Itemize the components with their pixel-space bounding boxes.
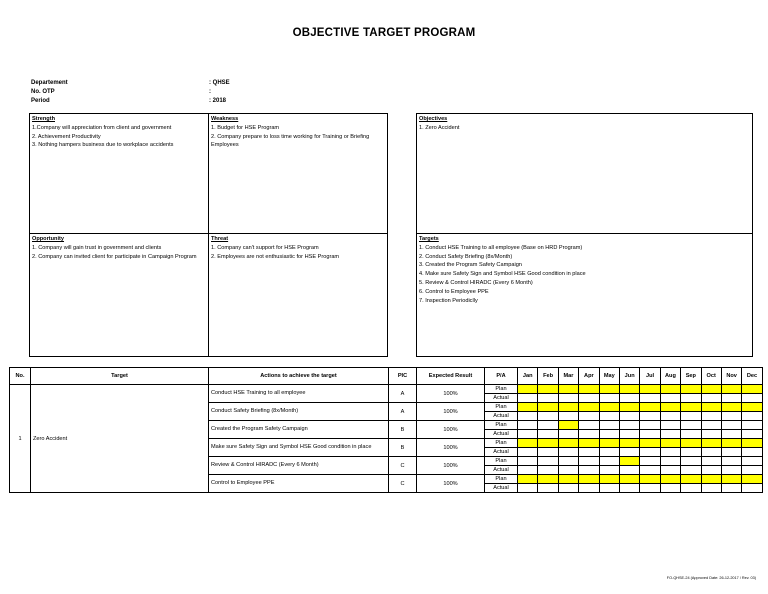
department-value: : QHSE	[209, 80, 230, 86]
table-header-row	[10, 368, 763, 385]
plan-label: Plan	[485, 475, 518, 484]
actual-month-cell	[599, 484, 619, 493]
actual-month-cell	[518, 394, 538, 403]
plan-month-cell	[579, 403, 599, 412]
col-actions-header: Actions to achieve the target	[209, 368, 389, 385]
actual-label: Actual	[485, 484, 518, 493]
actual-month-cell	[701, 448, 721, 457]
actual-month-cell	[742, 412, 762, 421]
actual-month-cell	[538, 484, 558, 493]
expected-result-cell: 100%	[417, 385, 485, 403]
plan-month-cell	[701, 403, 721, 412]
plan-month-cell	[701, 385, 721, 394]
plan-month-cell	[518, 475, 538, 484]
plan-month-cell	[701, 439, 721, 448]
plan-month-cell	[538, 403, 558, 412]
plan-month-cell	[538, 439, 558, 448]
plan-month-cell	[742, 457, 762, 466]
actual-month-cell	[701, 484, 721, 493]
actual-month-cell	[701, 466, 721, 475]
plan-month-cell	[619, 457, 639, 466]
expected-result-cell: 100%	[417, 457, 485, 475]
strength-item: 2. Achievement Productivity	[32, 133, 101, 140]
otp-number-value: :	[209, 89, 211, 95]
weakness-item: 1. Budget for HSE Program	[211, 124, 280, 131]
actual-month-cell	[660, 412, 680, 421]
actual-month-cell	[538, 466, 558, 475]
targets-item: 1. Conduct HSE Training to all employee (Base on HRD Program)	[419, 244, 583, 251]
month-header: Jun	[619, 368, 639, 385]
month-header: Jul	[640, 368, 660, 385]
pic-cell: A	[389, 403, 417, 421]
action-cell: Make sure Safety Sign and Symbol HSE Good condition in place	[209, 439, 389, 457]
actual-month-cell	[619, 412, 639, 421]
actual-month-cell	[518, 448, 538, 457]
actual-label: Actual	[485, 394, 518, 403]
action-cell: Conduct Safety Briefing (8x/Month)	[209, 403, 389, 421]
actual-month-cell	[619, 394, 639, 403]
expected-result-cell: 100%	[417, 475, 485, 493]
plan-month-cell	[660, 457, 680, 466]
actual-month-cell	[721, 448, 741, 457]
opportunity-item: 2. Company can invited client for participate in Campaign Program	[32, 253, 197, 260]
plan-month-cell	[721, 457, 741, 466]
opportunity-heading: Opportunity	[32, 236, 65, 242]
actual-month-cell	[640, 466, 660, 475]
actual-month-cell	[619, 448, 639, 457]
action-cell: Control to Employee PPE	[209, 475, 389, 493]
col-no-header: No.	[10, 368, 31, 385]
plan-month-cell	[518, 457, 538, 466]
month-header: Apr	[579, 368, 599, 385]
targets-item: 4. Make sure Safety Sign and Symbol HSE Good condition in place	[419, 271, 586, 278]
actual-month-cell	[640, 412, 660, 421]
plan-month-cell	[579, 475, 599, 484]
actual-month-cell	[681, 484, 701, 493]
plan-month-cell	[538, 385, 558, 394]
col-pa-header: P/A	[485, 368, 518, 385]
plan-month-cell	[660, 403, 680, 412]
actual-month-cell	[579, 394, 599, 403]
pic-cell: A	[389, 385, 417, 403]
actual-month-cell	[518, 484, 538, 493]
actual-month-cell	[660, 448, 680, 457]
plan-month-cell	[619, 475, 639, 484]
plan-month-cell	[742, 439, 762, 448]
month-header: May	[599, 368, 619, 385]
plan-month-cell	[742, 403, 762, 412]
plan-month-cell	[681, 475, 701, 484]
actual-month-cell	[721, 466, 741, 475]
plan-month-cell	[619, 421, 639, 430]
month-header: Oct	[701, 368, 721, 385]
plan-month-cell	[640, 421, 660, 430]
actual-month-cell	[721, 484, 741, 493]
page-blank-area	[0, 495, 768, 575]
strength-item: 1.Company will appreciation from client and government	[32, 124, 172, 131]
actual-label: Actual	[485, 430, 518, 439]
meta-labels	[31, 79, 68, 106]
actual-month-cell	[518, 430, 538, 439]
plan-month-cell	[558, 475, 578, 484]
plan-month-cell	[538, 475, 558, 484]
plan-month-cell	[518, 403, 538, 412]
actual-month-cell	[721, 430, 741, 439]
plan-month-cell	[558, 385, 578, 394]
actual-month-cell	[558, 484, 578, 493]
actual-month-cell	[599, 412, 619, 421]
plan-month-cell	[558, 403, 578, 412]
actual-month-cell	[518, 412, 538, 421]
actual-month-cell	[558, 448, 578, 457]
actual-month-cell	[640, 448, 660, 457]
plan-month-cell	[599, 421, 619, 430]
plan-month-cell	[558, 421, 578, 430]
actual-month-cell	[660, 466, 680, 475]
objectives-box	[416, 113, 753, 234]
plan-month-cell	[640, 403, 660, 412]
month-header: Nov	[721, 368, 741, 385]
plan-month-cell	[742, 385, 762, 394]
actual-month-cell	[538, 430, 558, 439]
plan-month-cell	[640, 475, 660, 484]
plan-month-cell	[721, 421, 741, 430]
actual-month-cell	[579, 466, 599, 475]
actual-month-cell	[558, 466, 578, 475]
actual-month-cell	[599, 430, 619, 439]
actual-month-cell	[721, 394, 741, 403]
plan-month-cell	[558, 439, 578, 448]
actual-month-cell	[701, 430, 721, 439]
plan-month-cell	[660, 385, 680, 394]
expected-result-cell: 100%	[417, 439, 485, 457]
plan-month-cell	[579, 385, 599, 394]
actual-month-cell	[742, 466, 762, 475]
actual-month-cell	[599, 466, 619, 475]
plan-month-cell	[660, 475, 680, 484]
plan-month-cell	[721, 403, 741, 412]
actual-month-cell	[640, 430, 660, 439]
plan-month-cell	[599, 385, 619, 394]
pic-cell: B	[389, 439, 417, 457]
plan-month-cell	[681, 403, 701, 412]
actual-month-cell	[558, 430, 578, 439]
actual-month-cell	[579, 430, 599, 439]
plan-month-cell	[518, 421, 538, 430]
plan-label: Plan	[485, 385, 518, 394]
action-cell: Review & Control HIRADC (Every 6 Month)	[209, 457, 389, 475]
plan-month-cell	[701, 421, 721, 430]
actual-month-cell	[619, 430, 639, 439]
actual-month-cell	[619, 466, 639, 475]
plan-month-cell	[681, 421, 701, 430]
plan-month-cell	[599, 439, 619, 448]
month-header: Jan	[518, 368, 538, 385]
actual-month-cell	[681, 430, 701, 439]
actual-month-cell	[681, 394, 701, 403]
targets-box	[416, 233, 753, 357]
actual-month-cell	[660, 430, 680, 439]
form-reference: FO-QHSE-24 (Approved Date: 26-12-2017 / Rev. 03)	[666, 576, 756, 580]
actual-month-cell	[742, 448, 762, 457]
objectives-item: 1. Zero Accident	[419, 124, 460, 131]
plan-month-cell	[579, 439, 599, 448]
otp-number-label: No. OTP	[31, 89, 55, 95]
actual-month-cell	[742, 430, 762, 439]
objectives-heading: Objectives	[419, 116, 448, 122]
period-value: : 2018	[209, 98, 227, 104]
plan-label: Plan	[485, 403, 518, 412]
plan-month-cell	[599, 457, 619, 466]
actual-month-cell	[518, 466, 538, 475]
expected-result-cell: 100%	[417, 421, 485, 439]
threat-heading: Threat	[211, 236, 229, 242]
meta-values	[209, 79, 230, 106]
plan-month-cell	[518, 439, 538, 448]
period-label: Period	[31, 98, 50, 104]
actual-month-cell	[742, 394, 762, 403]
targets-item: 7. Inspection Periodiclly	[419, 297, 478, 304]
month-header: Sep	[681, 368, 701, 385]
plan-month-cell	[579, 421, 599, 430]
actual-month-cell	[579, 412, 599, 421]
actual-month-cell	[538, 394, 558, 403]
actual-month-cell	[640, 484, 660, 493]
month-header: Mar	[558, 368, 578, 385]
plan-month-cell	[721, 385, 741, 394]
actual-month-cell	[681, 466, 701, 475]
department-label: Departement	[31, 80, 68, 86]
plan-month-cell	[599, 403, 619, 412]
actual-month-cell	[579, 448, 599, 457]
row-target: Zero Accident	[31, 385, 209, 493]
month-header: Feb	[538, 368, 558, 385]
plan-month-cell	[619, 403, 639, 412]
actual-label: Actual	[485, 448, 518, 457]
threat-box	[208, 233, 388, 357]
targets-item: 3. Created the Program Safety Campaign	[419, 262, 522, 269]
plan-month-cell	[681, 385, 701, 394]
month-header: Dec	[742, 368, 762, 385]
plan-month-cell	[619, 385, 639, 394]
actual-month-cell	[660, 394, 680, 403]
pic-cell: C	[389, 457, 417, 475]
actual-month-cell	[721, 412, 741, 421]
plan-month-cell	[640, 385, 660, 394]
actual-month-cell	[681, 448, 701, 457]
row-number: 1	[10, 385, 31, 493]
actual-month-cell	[701, 394, 721, 403]
expected-result-cell: 100%	[417, 403, 485, 421]
plan-label: Plan	[485, 457, 518, 466]
targets-heading: Targets	[419, 236, 439, 242]
weakness-box	[208, 113, 388, 234]
col-expected-header: Expected Result	[417, 368, 485, 385]
actual-month-cell	[701, 412, 721, 421]
actual-month-cell	[558, 412, 578, 421]
plan-month-cell	[599, 475, 619, 484]
plan-month-cell	[721, 475, 741, 484]
plan-month-cell	[558, 457, 578, 466]
targets-item: 6. Control to Employee PPE	[419, 288, 489, 295]
action-cell: Created the Program Safety Campaign	[209, 421, 389, 439]
plan-month-cell	[681, 439, 701, 448]
plan-month-cell	[538, 421, 558, 430]
plan-month-cell	[660, 439, 680, 448]
plan-month-cell	[518, 385, 538, 394]
month-header: Aug	[660, 368, 680, 385]
plan-month-cell	[742, 421, 762, 430]
strength-heading: Strength	[32, 116, 55, 122]
action-cell: Conduct HSE Training to all employee	[209, 385, 389, 403]
actual-label: Actual	[485, 412, 518, 421]
weakness-item: 2. Company prepare to loss time working for Training or Briefing Employees	[211, 133, 370, 149]
table-row	[10, 385, 763, 394]
threat-item: 1. Company can't support for HSE Program	[211, 244, 319, 251]
actual-month-cell	[599, 448, 619, 457]
opportunity-box	[29, 233, 209, 357]
plan-label: Plan	[485, 439, 518, 448]
page-title: OBJECTIVE TARGET PROGRAM	[292, 27, 476, 39]
col-pic-header: PIC	[389, 368, 417, 385]
plan-month-cell	[701, 475, 721, 484]
plan-month-cell	[681, 457, 701, 466]
actual-month-cell	[681, 412, 701, 421]
col-target-header: Target	[31, 368, 209, 385]
actual-month-cell	[579, 484, 599, 493]
plan-label: Plan	[485, 421, 518, 430]
pic-cell: B	[389, 421, 417, 439]
plan-month-cell	[742, 475, 762, 484]
plan-month-cell	[660, 421, 680, 430]
actual-month-cell	[640, 394, 660, 403]
opportunity-item: 1. Company will gain trust in government and clients	[32, 244, 162, 251]
plan-month-cell	[701, 457, 721, 466]
strength-item: 3. Nothing hampers business due to workplace accidents	[32, 142, 174, 149]
targets-item: 5. Review & Control HIRADC (Every 6 Month)	[419, 279, 533, 286]
strength-box	[29, 113, 209, 234]
plan-month-cell	[579, 457, 599, 466]
plan-month-cell	[640, 457, 660, 466]
actual-month-cell	[660, 484, 680, 493]
targets-item: 2. Conduct Safety Briefing (8x/Month)	[419, 253, 513, 260]
weakness-heading: Weakness	[211, 116, 239, 122]
actual-month-cell	[619, 484, 639, 493]
target-program-table	[9, 367, 763, 493]
actual-month-cell	[599, 394, 619, 403]
threat-item: 2. Employees are not enthusiastic for HSE Program	[211, 253, 340, 260]
plan-month-cell	[538, 457, 558, 466]
actual-month-cell	[538, 412, 558, 421]
plan-month-cell	[640, 439, 660, 448]
actual-month-cell	[538, 448, 558, 457]
actual-label: Actual	[485, 466, 518, 475]
actual-month-cell	[742, 484, 762, 493]
plan-month-cell	[721, 439, 741, 448]
pic-cell: C	[389, 475, 417, 493]
plan-month-cell	[619, 439, 639, 448]
actual-month-cell	[558, 394, 578, 403]
